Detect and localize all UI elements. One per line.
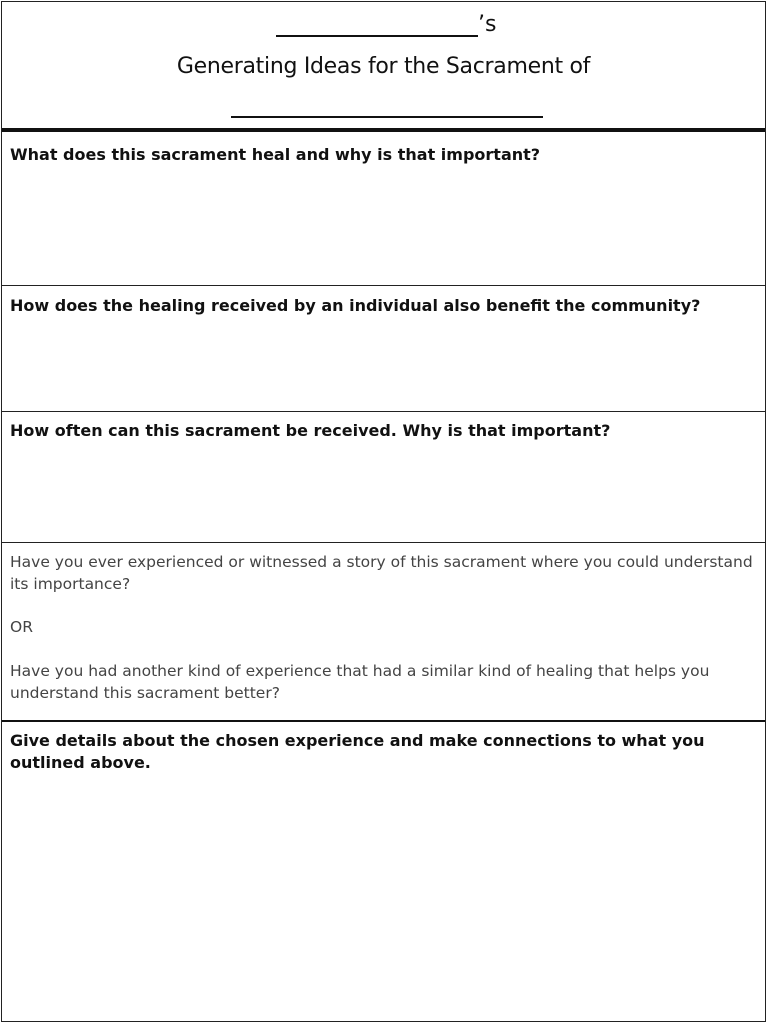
question-section-details[interactable] [2,722,765,1023]
name-possessive-suffix: ’s [478,12,497,37]
sacrament-name-blank[interactable] [231,116,543,118]
student-name-blank[interactable] [276,35,478,37]
question-frequency: How often can this sacrament be received. Why is that important? [10,421,611,440]
question-heal: What does this sacrament heal and why is that important? [10,145,541,164]
question-community: How does the healing received by an individual also benefit the community? [10,296,701,315]
prompt-or-separator: OR [10,618,33,636]
prompt-witnessed-story: Have you ever experienced or witnessed a story of this sacrament where you could understand its importance? [10,553,753,593]
worksheet-header [2,2,765,132]
prompt-section-experience [2,543,765,722]
question-details: Give details about the chosen experience and make connections to what you outlined above. [10,731,705,772]
worksheet-title: Generating Ideas for the Sacrament of [176,54,591,79]
question-section-heal[interactable] [2,132,765,286]
worksheet [1,1,766,1022]
question-section-community[interactable] [2,286,765,412]
prompt-other-experience: Have you had another kind of experience that had a similar kind of healing that helps you understand this sacrament better? [10,662,710,702]
question-section-frequency[interactable] [2,412,765,543]
